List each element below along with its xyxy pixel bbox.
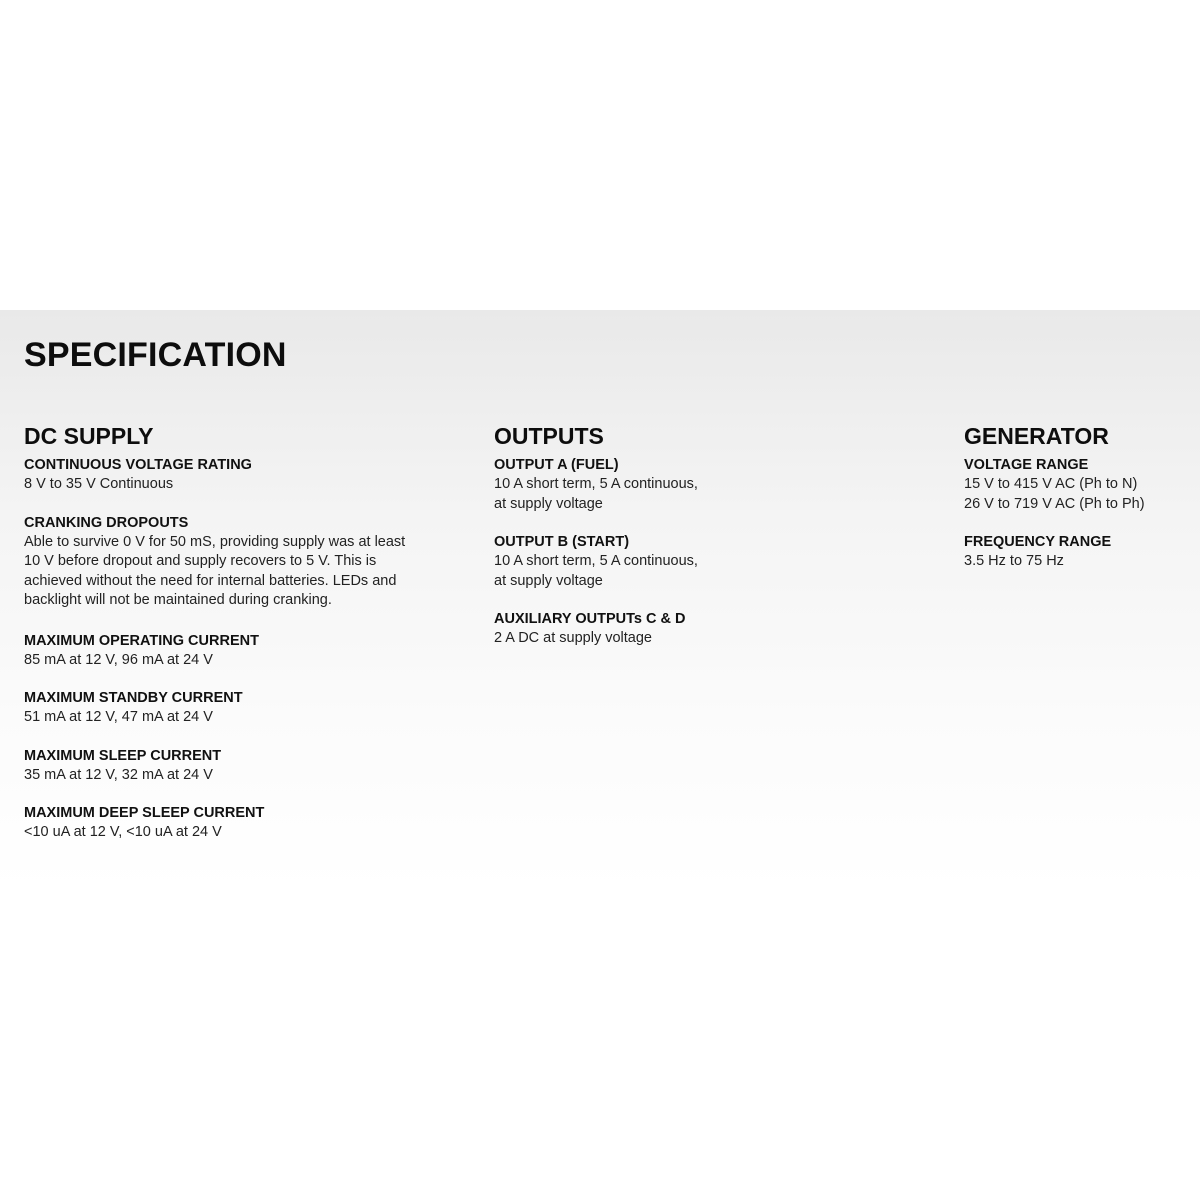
spec-value: 51 mA at 12 V, 47 mA at 24 V xyxy=(24,709,213,725)
spec-label: MAXIMUM OPERATING CURRENT xyxy=(24,632,259,649)
spec-voltage-range xyxy=(964,456,1194,514)
spec-output-b xyxy=(494,533,894,591)
spec-value: 3.5 Hz to 75 Hz xyxy=(964,553,1064,569)
spec-value: 8 V to 35 V Continuous xyxy=(24,476,174,492)
column-dc-supply xyxy=(24,422,474,862)
column-outputs xyxy=(494,422,894,668)
spec-auxiliary-outputs xyxy=(494,610,894,649)
spec-frequency-range xyxy=(964,533,1194,572)
spec-value: 85 mA at 12 V, 96 mA at 24 V xyxy=(24,651,213,668)
spec-value: Able to survive 0 V for 50 mS, providing supply was at least xyxy=(24,533,406,550)
spec-label: CONTINUOUS VOLTAGE RATING xyxy=(24,457,252,473)
spec-label: OUTPUT A (FUEL) xyxy=(494,457,619,473)
column-generator xyxy=(964,422,1194,591)
spec-value: 10 A short term, 5 A continuous, xyxy=(494,553,698,569)
spec-max-deep-sleep-current xyxy=(24,804,474,843)
spec-value: 10 A short term, 5 A continuous, xyxy=(494,476,698,492)
spec-value: backlight will not be maintained during cranking. xyxy=(24,592,332,608)
page-title: SPECIFICATION xyxy=(24,336,287,374)
spec-value: at supply voltage xyxy=(494,572,603,589)
spec-continuous-voltage xyxy=(24,456,474,495)
section-heading-outputs: OUTPUTS xyxy=(494,423,604,449)
spec-value: 35 mA at 12 V, 32 mA at 24 V xyxy=(24,766,213,783)
spec-cranking-dropouts xyxy=(24,514,474,611)
spec-value: 10 V before dropout and supply recovers to 5 V. This is xyxy=(24,553,377,569)
spec-label: CRANKING DROPOUTS xyxy=(24,514,189,531)
spec-value: achieved without the need for internal batteries. LEDs and xyxy=(24,572,397,589)
section-heading-generator: GENERATOR xyxy=(964,423,1109,449)
spec-label: OUTPUT B (START) xyxy=(494,534,630,550)
spec-label: MAXIMUM SLEEP CURRENT xyxy=(24,747,222,764)
spec-value: 26 V to 719 V AC (Ph to Ph) xyxy=(964,495,1145,512)
spec-max-operating-current xyxy=(24,632,474,671)
spec-value: 2 A DC at supply voltage xyxy=(494,630,652,646)
spec-value: 15 V to 415 V AC (Ph to N) xyxy=(964,476,1138,492)
spec-output-a xyxy=(494,456,894,514)
spec-label: VOLTAGE RANGE xyxy=(964,457,1089,473)
spec-label: FREQUENCY RANGE xyxy=(964,534,1112,550)
spec-label: MAXIMUM DEEP SLEEP CURRENT xyxy=(24,805,265,821)
spec-value: <10 uA at 12 V, <10 uA at 24 V xyxy=(24,824,222,840)
spec-label: MAXIMUM STANDBY CURRENT xyxy=(24,690,243,706)
spec-max-sleep-current xyxy=(24,747,474,786)
section-heading-dc-supply: DC SUPPLY xyxy=(24,423,154,449)
spec-value: at supply voltage xyxy=(494,495,603,512)
spec-max-standby-current xyxy=(24,689,474,728)
spec-label: AUXILIARY OUTPUTs C & D xyxy=(494,611,686,627)
